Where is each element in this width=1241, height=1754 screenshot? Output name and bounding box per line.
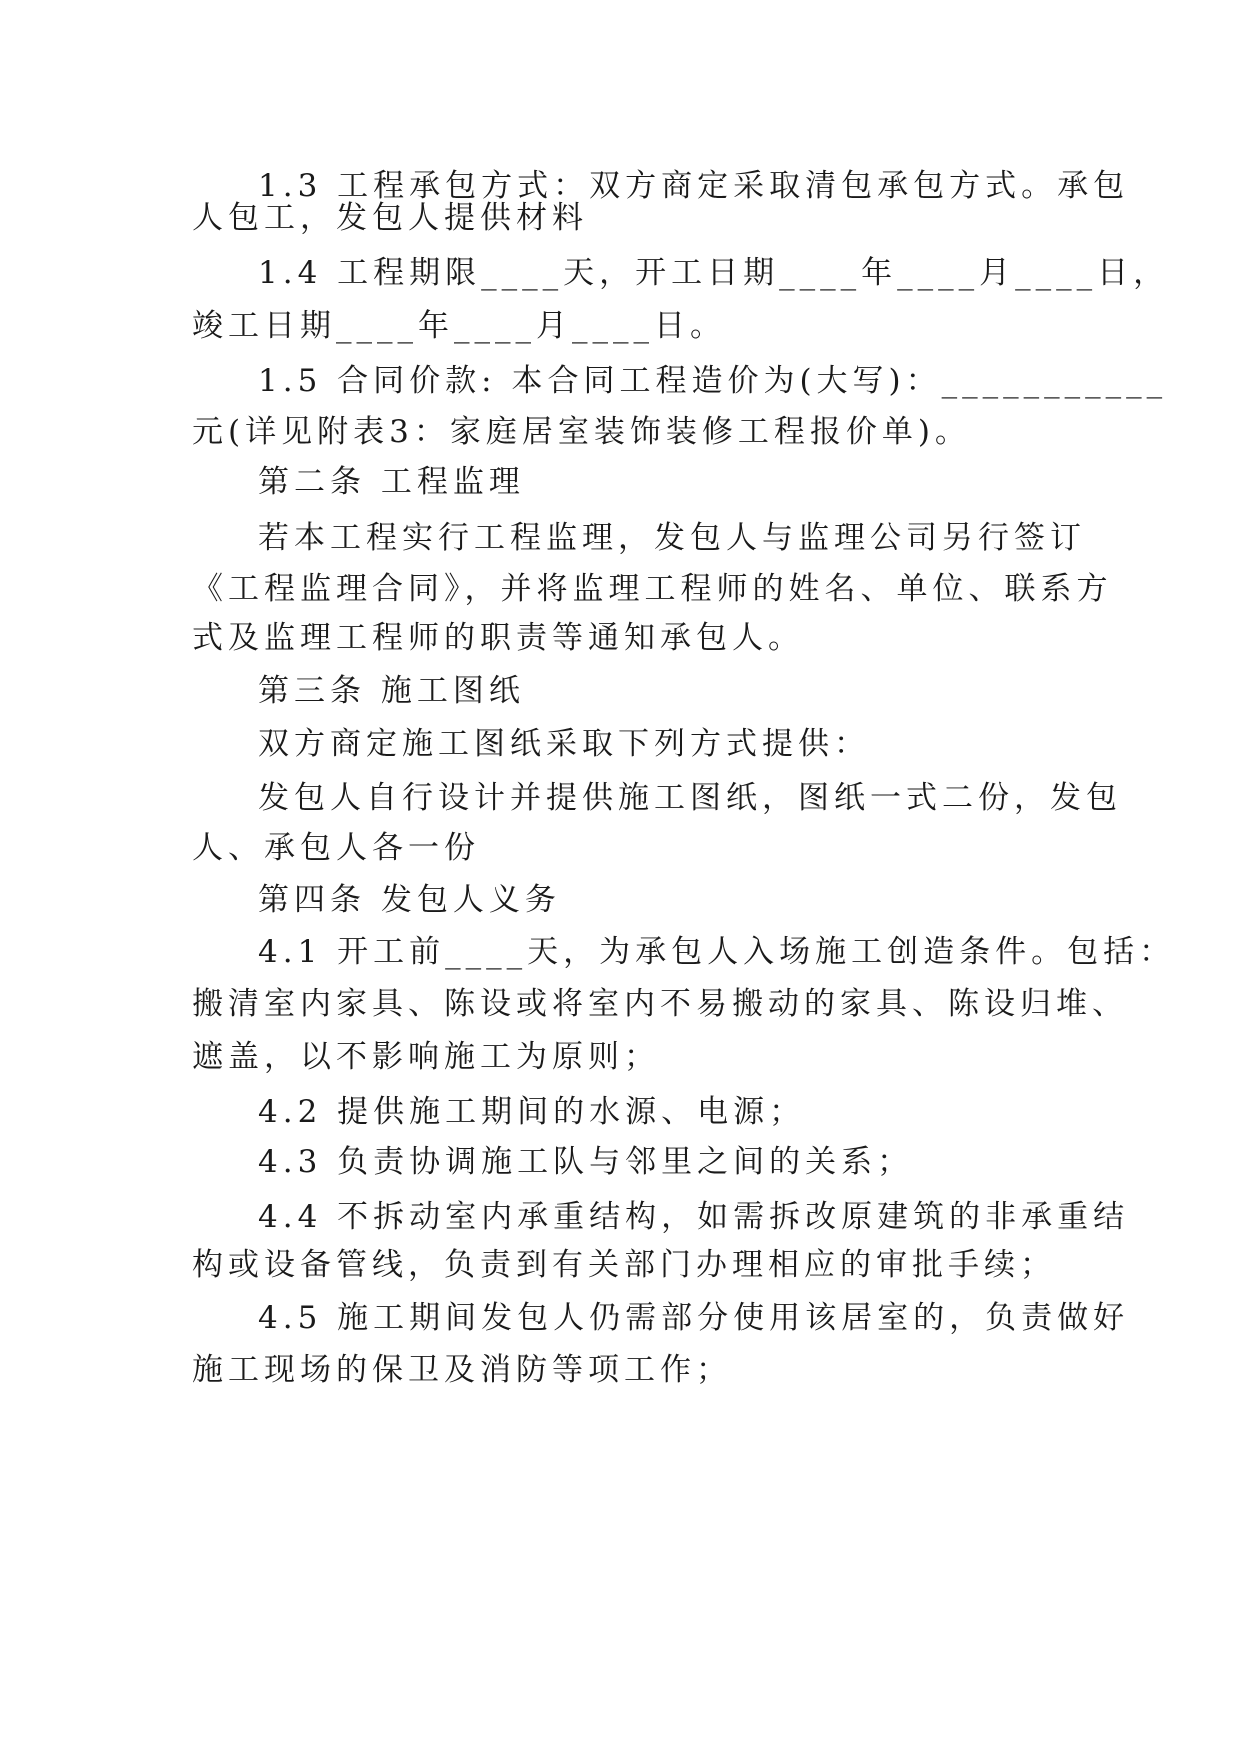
paragraph-line: 《工程监理合同》，并将监理工程师的姓名、单位、联系方 [192, 571, 1113, 607]
paragraph-line: 构或设备管线，负责到有关部门办理相应的审批手续； [192, 1247, 1056, 1283]
paragraph-line: 施工现场的保卫及消防等项工作； [192, 1352, 732, 1388]
paragraph-line: 式及监理工程师的职责等通知承包人。 [192, 620, 804, 656]
paragraph-line: 若本工程实行工程监理，发包人与监理公司另行签订 [258, 520, 1086, 556]
paragraph-line: 1.3 工程承包方式：双方商定采取清包承包方式。承包 [258, 168, 1130, 204]
paragraph-line: 1.4 工程期限____天，开工日期____年____月____日， [258, 255, 1170, 291]
section-heading: 第三条 施工图纸 [258, 673, 525, 709]
paragraph-line: 4.4 不拆动室内承重结构，如需拆改原建筑的非承重结 [258, 1199, 1130, 1235]
paragraph-line: 4.2 提供施工期间的水源、电源； [258, 1094, 806, 1130]
paragraph-line: 人包工，发包人提供材料 [192, 200, 588, 236]
paragraph-line: 元(详见附表3：家庭居室装饰装修工程报价单)。 [192, 414, 971, 450]
section-heading: 第四条 发包人义务 [258, 882, 561, 918]
paragraph-line: 遮盖，以不影响施工为原则； [192, 1039, 660, 1075]
paragraph-line: 竣工日期____年____月____日。 [192, 308, 726, 344]
paragraph-line: 4.5 施工期间发包人仍需部分使用该居室的，负责做好 [258, 1300, 1130, 1336]
paragraph-line: 4.3 负责协调施工队与邻里之间的关系； [258, 1144, 914, 1180]
paragraph-line: 搬清室内家具、陈设或将室内不易搬动的家具、陈设归堆、 [192, 986, 1128, 1022]
section-heading: 第二条 工程监理 [258, 464, 525, 500]
paragraph-line: 4.1 开工前____天，为承包人入场施工创造条件。包括： [258, 934, 1176, 970]
paragraph-line: 1.5 合同价款: 本合同工程造价为(大写)：___________ [258, 363, 1168, 399]
paragraph-line: 人、承包人各一份 [192, 830, 480, 866]
paragraph-line: 发包人自行设计并提供施工图纸，图纸一式二份，发包 [258, 780, 1122, 816]
paragraph-line: 双方商定施工图纸采取下列方式提供： [258, 726, 870, 762]
